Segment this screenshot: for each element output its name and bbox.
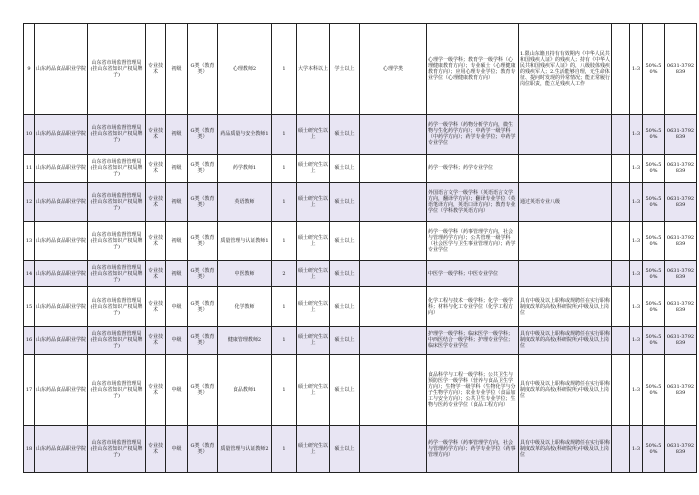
cell-blank <box>612 24 630 115</box>
cell-unit: 山东药品食品职业学院 <box>35 182 88 221</box>
cell-major-bachelor <box>360 287 427 326</box>
cell-dept: 山东省市场监督管理局(挂山东省知识产权局牌子) <box>88 24 146 115</box>
cell-education: 大学本科以上 <box>297 24 330 115</box>
cell-major-graduate: 食品科学与工程一级学科；公共卫生与预防医学一级学科（营养与食品卫生学方向）；生物学一级学科（生物化学与分子生物学方向）；农业专业学位（食品加工与安全方向）；公共卫生专业学位；生物与医药专业学位（食品工程方向） <box>427 354 519 426</box>
cell-requirements: 具有中级及以上职称或规聘任在实行职称制度改革的高校(科研院所)中级及以上岗位 <box>519 287 612 326</box>
cell-level: 初级 <box>166 154 188 182</box>
cell-post: 质量管理与认证教师1 <box>218 222 272 261</box>
cell-major-bachelor <box>360 182 427 221</box>
cell-ratio: 1:3 <box>630 326 643 354</box>
cell-education: 硕士研究生以上 <box>297 354 330 426</box>
cell-category: G类（教育类） <box>188 354 218 426</box>
cell-ratio: 1:3 <box>630 154 643 182</box>
cell-blank <box>612 287 630 326</box>
cell-post: 质量管理与认证教师2 <box>218 426 272 473</box>
cell-unit: 山东药品食品职业学院 <box>35 287 88 326</box>
cell-post: 英语教师 <box>218 182 272 221</box>
cell-unit: 山东药品食品职业学院 <box>35 24 88 115</box>
cell-blank <box>612 154 630 182</box>
cell-weight: 50%:50% <box>643 222 665 261</box>
cell-major-bachelor <box>360 261 427 287</box>
cell-major-bachelor <box>360 154 427 182</box>
cell-requirements <box>519 154 612 182</box>
cell-blank <box>612 182 630 221</box>
cell-unit: 山东药品食品职业学院 <box>35 354 88 426</box>
table-row <box>24 24 697 115</box>
cell-type: 专业技术 <box>146 24 166 115</box>
cell-degree: 硕士以上 <box>330 222 360 261</box>
cell-type: 专业技术 <box>146 222 166 261</box>
cell-education: 硕士研究生以上 <box>297 115 330 154</box>
cell-requirements: 具有中级及以上职称或规聘任在实行职称制度改革的高校(科研院所)中级及以上岗位 <box>519 326 612 354</box>
cell-major-graduate: 药学一级学科（药事管理学方向，社会与管理药学方向）；公共管理一级学科（社会医学与卫生事业管理方向）；药学专业学位 <box>427 222 519 261</box>
cell-weight: 50%:50% <box>643 24 665 115</box>
cell-dept: 山东省市场监督管理局(挂山东省知识产权局牌子) <box>88 222 146 261</box>
cell-major-graduate: 中医学一级学科；中医专业学位 <box>427 261 519 287</box>
cell-level: 中级 <box>166 326 188 354</box>
cell-ratio: 1:3 <box>630 182 643 221</box>
cell-major-bachelor <box>360 326 427 354</box>
cell-count: 1 <box>272 182 297 221</box>
table-row <box>24 154 697 182</box>
cell-degree: 硕士以上 <box>330 354 360 426</box>
cell-weight: 50%:50% <box>643 154 665 182</box>
cell-no: 18 <box>24 426 35 473</box>
cell-requirements: 通过英语专业八级 <box>519 182 612 221</box>
cell-degree: 硕士以上 <box>330 326 360 354</box>
cell-dept: 山东省市场监督管理局(挂山东省知识产权局牌子) <box>88 261 146 287</box>
cell-category: G类（教育类） <box>188 426 218 473</box>
cell-level: 初级 <box>166 115 188 154</box>
cell-degree: 硕士以上 <box>330 287 360 326</box>
cell-category: G类（教育类） <box>188 24 218 115</box>
cell-phone: 0631-3792839 <box>665 222 697 261</box>
cell-blank <box>612 354 630 426</box>
cell-major-graduate: 护理学一级学科；临床医学一级学科；中西医结合一级学科；护理专业学位；临床医学专业学位 <box>427 326 519 354</box>
cell-major-bachelor <box>360 354 427 426</box>
cell-major-bachelor <box>360 426 427 473</box>
cell-ratio: 1:3 <box>630 287 643 326</box>
cell-level: 中级 <box>166 354 188 426</box>
cell-phone: 0631-3792839 <box>665 326 697 354</box>
table-row <box>24 426 697 473</box>
cell-ratio: 1:3 <box>630 222 643 261</box>
cell-dept: 山东省市场监督管理局(挂山东省知识产权局牌子) <box>88 115 146 154</box>
cell-major-graduate: 化学工程与技术一级学科；化学一级学科；材料与化工专业学位（化学工程方向） <box>427 287 519 326</box>
cell-education: 硕士研究生以上 <box>297 287 330 326</box>
cell-type: 专业技术 <box>146 426 166 473</box>
cell-weight: 50%:50% <box>643 261 665 287</box>
cell-weight: 50%:50% <box>643 426 665 473</box>
cell-phone: 0631-3792839 <box>665 115 697 154</box>
cell-post: 心理教师2 <box>218 24 272 115</box>
cell-phone: 0631-3792839 <box>665 287 697 326</box>
cell-post: 健康管理教师2 <box>218 326 272 354</box>
cell-level: 初级 <box>166 24 188 115</box>
cell-major-graduate: 药学一级学科（药事管理学方向，社会与管理药学方向）；药学专业学位（药事管理方向） <box>427 426 519 473</box>
cell-post: 食品教师1 <box>218 354 272 426</box>
cell-level: 中级 <box>166 426 188 473</box>
cell-type: 专业技术 <box>146 154 166 182</box>
cell-major-graduate: 心理学一级学科；教育学一级学科（心理健康教育方向）；专业硕士（心理健康教育方向）；应用心理专业学位；教育专业学位（心理健康教育方向） <box>427 24 519 115</box>
cell-count: 1 <box>272 154 297 182</box>
cell-education: 硕士研究生以上 <box>297 182 330 221</box>
cell-phone: 0631-3792839 <box>665 261 697 287</box>
cell-no: 13 <box>24 222 35 261</box>
cell-level: 初级 <box>166 261 188 287</box>
cell-no: 17 <box>24 354 35 426</box>
cell-education: 硕士研究生以上 <box>297 326 330 354</box>
cell-degree: 硕士以上 <box>330 182 360 221</box>
cell-degree: 硕士以上 <box>330 154 360 182</box>
cell-level: 初级 <box>166 222 188 261</box>
cell-post: 中医教师 <box>218 261 272 287</box>
cell-phone: 0631-3792839 <box>665 24 697 115</box>
cell-major-bachelor: 心理学类 <box>360 24 427 115</box>
cell-no: 11 <box>24 154 35 182</box>
cell-no: 14 <box>24 261 35 287</box>
table-row <box>24 182 697 221</box>
cell-type: 专业技术 <box>146 182 166 221</box>
cell-requirements: 具有中级及以上职称或规聘任在实行职称制度改革的高校(科研院所)中级及以上岗位 <box>519 426 612 473</box>
cell-post: 药品质量与安全教师1 <box>218 115 272 154</box>
cell-major-graduate: 外国语言文学一级学科（英语语言文学方向，翻译学方向）；翻译专业学位（英语笔译方向，英语口译方向）；教育专业学位（学科教学英语方向） <box>427 182 519 221</box>
cell-education: 硕士研究生以上 <box>297 261 330 287</box>
cell-no: 9 <box>24 24 35 115</box>
cell-level: 中级 <box>166 287 188 326</box>
cell-phone: 0631-3792839 <box>665 182 697 221</box>
cell-weight: 50%:50% <box>643 115 665 154</box>
cell-weight: 50%:50% <box>643 326 665 354</box>
cell-education: 硕士研究生以上 <box>297 222 330 261</box>
cell-education: 硕士研究生以上 <box>297 426 330 473</box>
cell-no: 16 <box>24 326 35 354</box>
cell-weight: 50%:50% <box>643 182 665 221</box>
cell-category: G类（教育类） <box>188 115 218 154</box>
cell-requirements <box>519 261 612 287</box>
cell-type: 专业技术 <box>146 287 166 326</box>
cell-count: 1 <box>272 354 297 426</box>
cell-ratio: 1:3 <box>630 115 643 154</box>
cell-dept: 山东省市场监督管理局(挂山东省知识产权局牌子) <box>88 354 146 426</box>
cell-dept: 山东省市场监督管理局(挂山东省知识产权局牌子) <box>88 182 146 221</box>
cell-blank <box>612 261 630 287</box>
cell-unit: 山东药品食品职业学院 <box>35 326 88 354</box>
cell-unit: 山东药品食品职业学院 <box>35 115 88 154</box>
table-row <box>24 354 697 426</box>
cell-count: 2 <box>272 261 297 287</box>
cell-count: 1 <box>272 24 297 115</box>
cell-requirements: 1.限山东籍且持有有效期内《中华人民共和国残疾人证》的残疾人；持有《中华人民共和国残疾军人证》的，八级肢体残疾的残疾军人；2.生活能够自理，无生命体征、提问时发现的异常情况；能正常履行岗位职责，能立足残疾人工作 <box>519 24 612 115</box>
cell-weight: 50%:50% <box>643 287 665 326</box>
cell-major-bachelor <box>360 115 427 154</box>
cell-major-graduate: 药学一级学科（药物分析学方向，微生物与生化药学方向）；中药学一级学科（中药学方向）；药学专业学位；中药学专业学位 <box>427 115 519 154</box>
cell-unit: 山东药品食品职业学院 <box>35 261 88 287</box>
cell-type: 专业技术 <box>146 354 166 426</box>
cell-degree: 硕士以上 <box>330 115 360 154</box>
cell-unit: 山东药品食品职业学院 <box>35 222 88 261</box>
cell-dept: 山东省市场监督管理局(挂山东省知识产权局牌子) <box>88 154 146 182</box>
cell-degree: 学士以上 <box>330 24 360 115</box>
cell-phone: 0631-3792839 <box>665 426 697 473</box>
cell-post: 药学教师1 <box>218 154 272 182</box>
cell-blank <box>612 426 630 473</box>
cell-blank <box>612 326 630 354</box>
cell-category: G类（教育类） <box>188 222 218 261</box>
cell-requirements <box>519 222 612 261</box>
cell-no: 10 <box>24 115 35 154</box>
cell-requirements <box>519 115 612 154</box>
recruitment-table <box>23 23 697 473</box>
cell-count: 1 <box>272 326 297 354</box>
cell-dept: 山东省市场监督管理局(挂山东省知识产权局牌子) <box>88 287 146 326</box>
cell-no: 12 <box>24 182 35 221</box>
cell-category: G类（教育类） <box>188 326 218 354</box>
cell-ratio: 1:3 <box>630 261 643 287</box>
cell-dept: 山东省市场监督管理局(挂山东省知识产权局牌子) <box>88 326 146 354</box>
cell-dept: 山东省市场监督管理局(挂山东省知识产权局牌子) <box>88 426 146 473</box>
cell-blank <box>612 222 630 261</box>
cell-phone: 0631-3792839 <box>665 154 697 182</box>
cell-no: 15 <box>24 287 35 326</box>
cell-count: 1 <box>272 115 297 154</box>
cell-unit: 山东药品食品职业学院 <box>35 426 88 473</box>
cell-phone: 0631-3792839 <box>665 354 697 426</box>
cell-type: 专业技术 <box>146 261 166 287</box>
cell-ratio: 1:3 <box>630 426 643 473</box>
cell-degree: 硕士以上 <box>330 261 360 287</box>
cell-count: 1 <box>272 426 297 473</box>
cell-ratio: 1:3 <box>630 24 643 115</box>
cell-level: 初级 <box>166 182 188 221</box>
cell-post: 化学教师 <box>218 287 272 326</box>
cell-weight: 50%:50% <box>643 354 665 426</box>
cell-category: G类（教育类） <box>188 154 218 182</box>
cell-count: 1 <box>272 287 297 326</box>
cell-category: G类（教育类） <box>188 287 218 326</box>
cell-category: G类（教育类） <box>188 182 218 221</box>
cell-ratio: 1:3 <box>630 354 643 426</box>
cell-type: 专业技术 <box>146 326 166 354</box>
table-row <box>24 115 697 154</box>
cell-type: 专业技术 <box>146 115 166 154</box>
cell-degree: 硕士以上 <box>330 426 360 473</box>
table-row <box>24 261 697 287</box>
cell-category: G类（教育类） <box>188 261 218 287</box>
table-row <box>24 326 697 354</box>
cell-major-bachelor <box>360 222 427 261</box>
cell-education: 硕士研究生以上 <box>297 154 330 182</box>
cell-blank <box>612 115 630 154</box>
cell-requirements: 具有中级及以上职称或规聘任在实行职称制度改革的高校(科研院所)中级及以上岗位 <box>519 354 612 426</box>
cell-count: 1 <box>272 222 297 261</box>
cell-major-graduate: 药学一级学科；药学专业学位 <box>427 154 519 182</box>
cell-unit: 山东药品食品职业学院 <box>35 154 88 182</box>
table-row <box>24 287 697 326</box>
table-row <box>24 222 697 261</box>
